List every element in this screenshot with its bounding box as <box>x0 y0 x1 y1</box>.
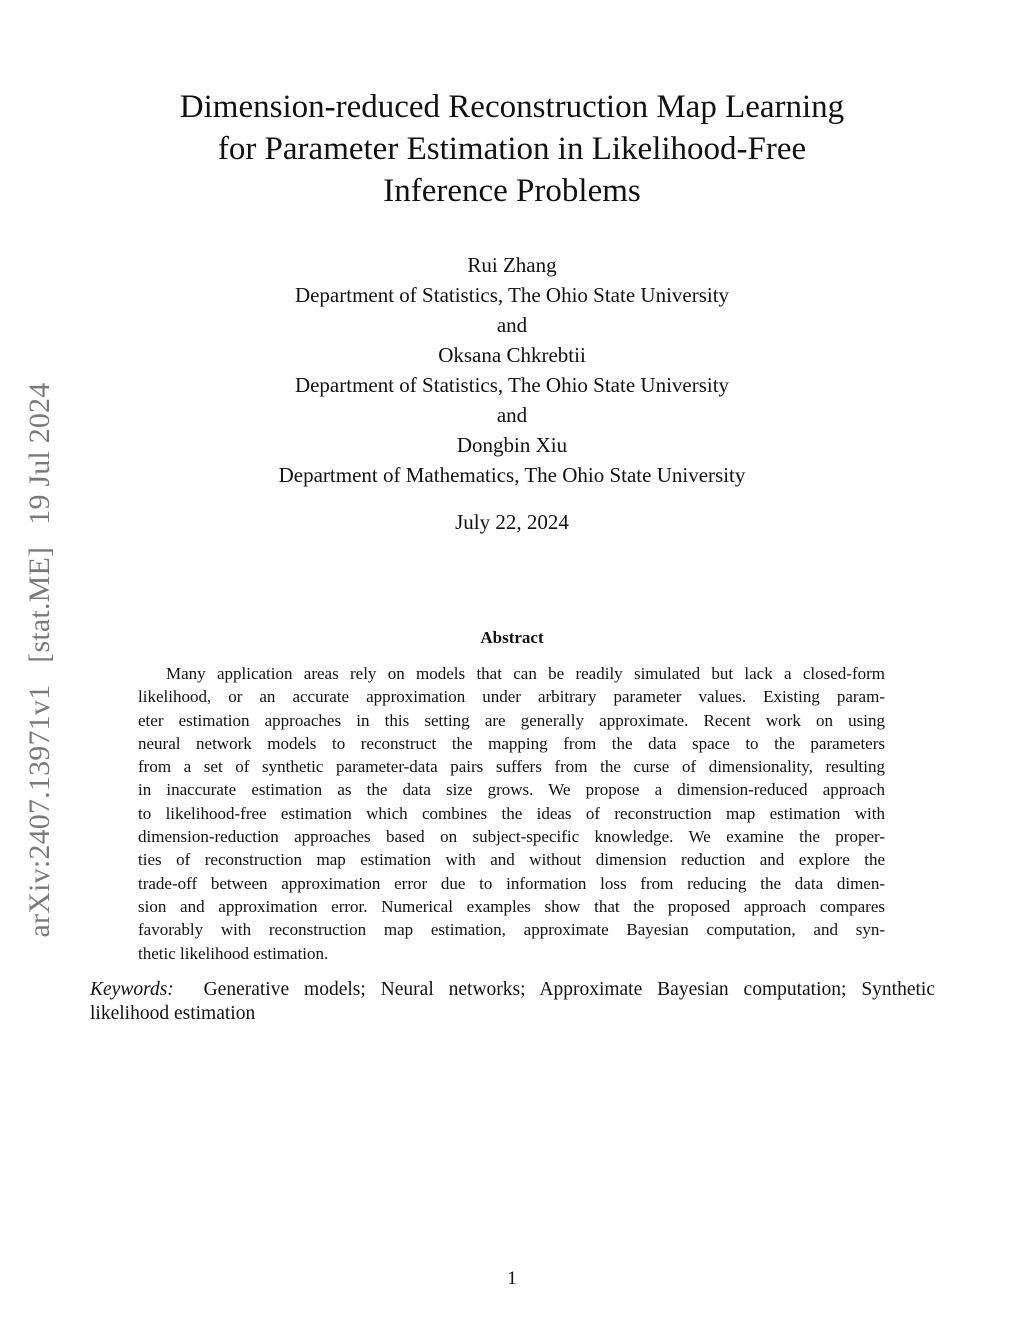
abstract-body <box>138 662 885 965</box>
abstract-line: eter estimation approaches in this setting are generally approximate. Recent work on using <box>138 710 885 730</box>
abstract-line: ties of reconstruction map estimation with and without dimension reduction and explore the <box>138 850 885 870</box>
abstract-line: thetic likelihood estimation. <box>138 943 329 963</box>
author-affiliation: Department of Mathematics, The Ohio State University <box>278 463 746 487</box>
keywords-label: Keywords: <box>90 979 174 1000</box>
arxiv-date: 19 Jul 2024 <box>23 382 56 525</box>
title-line: Inference Problems <box>383 173 641 209</box>
abstract-line: dimension-reduction approaches based on subject-specific knowledge. We examine the proper- <box>138 827 885 847</box>
abstract-line: favorably with reconstruction map estimation, approximate Bayesian computation, and syn- <box>138 920 885 940</box>
author-conjunction: and <box>496 313 528 337</box>
author-affiliation: Department of Statistics, The Ohio State University <box>294 373 730 397</box>
abstract-line: trade-off between approximation error due to information loss from reducing the data dimen- <box>138 873 885 893</box>
abstract-line: from a set of synthetic parameter-data pairs suffers from the curse of dimensionality, resulting <box>138 757 885 777</box>
keywords-line <box>90 978 935 1002</box>
abstract-line: likelihood, or an accurate approximation under arbitrary parameter values. Existing param- <box>138 687 885 707</box>
author-conjunction: and <box>496 403 528 427</box>
title-line: Dimension-reduced Reconstruction Map Learning <box>179 89 845 125</box>
author-name: Oksana Chkrebtii <box>438 343 586 367</box>
keywords-block <box>90 978 935 1026</box>
abstract-heading: Abstract <box>480 628 544 647</box>
abstract-line: in inaccurate estimation as the data size grows. We propose a dimension-reduced approach <box>138 780 885 800</box>
abstract-line: Many application areas rely on models that can be readily simulated but lack a closed-form <box>166 664 885 683</box>
author-name: Rui Zhang <box>467 253 557 277</box>
keywords-text: Generative models; Neural networks; Approximate Bayesian computation; Synthetic <box>203 979 935 1000</box>
paper-title <box>90 86 934 212</box>
abstract-line: neural network models to reconstruct the mapping from the data space to the parameters <box>138 733 885 753</box>
title-line: for Parameter Estimation in Likelihood-Free <box>217 131 807 167</box>
page-number: 1 <box>507 1268 517 1289</box>
arxiv-stamp <box>23 383 57 938</box>
arxiv-id: arXiv:2407.13971v1 <box>23 684 56 938</box>
keywords-line: likelihood estimation <box>90 1003 256 1024</box>
abstract-line: sion and approximation error. Numerical examples show that the proposed approach compares <box>138 896 885 916</box>
author-block <box>90 250 934 490</box>
author-affiliation: Department of Statistics, The Ohio State University <box>294 283 730 307</box>
paper-date: July 22, 2024 <box>455 510 569 534</box>
arxiv-category: [stat.ME] <box>23 546 56 663</box>
author-name: Dongbin Xiu <box>456 433 568 457</box>
abstract-line: to likelihood-free estimation which combines the ideas of reconstruction map estimation with <box>138 803 885 823</box>
